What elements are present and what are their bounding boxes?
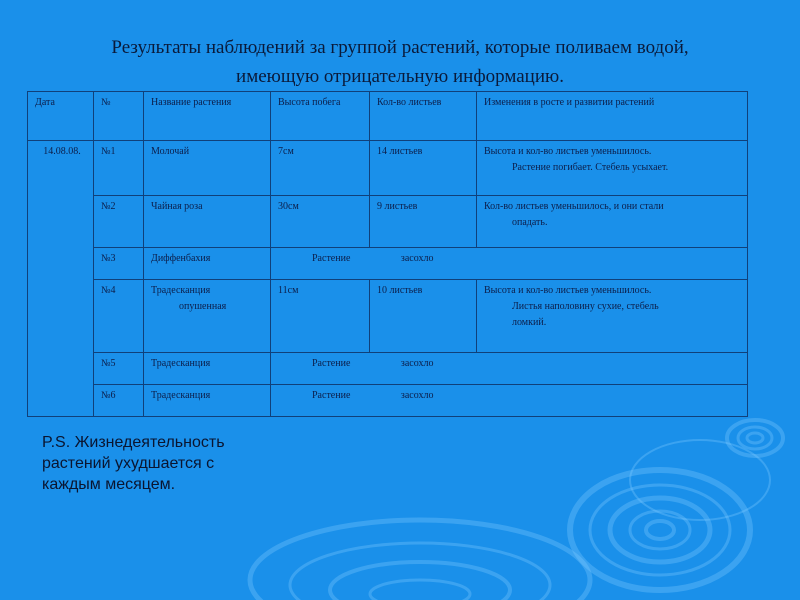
table-header-row <box>28 92 748 141</box>
changes-line: ломкий. <box>512 317 547 328</box>
plant-name: Традесканция <box>144 385 271 417</box>
changes-line: Листья наполовину сухие, стебель <box>512 301 659 312</box>
dried-word-1: Растение <box>312 253 351 264</box>
header-shoot-height: Высота побега <box>271 92 370 141</box>
changes-line: опадать. <box>512 217 548 228</box>
dried-status <box>271 385 748 417</box>
row-number: №2 <box>94 196 144 248</box>
plant-name: Молочай <box>144 141 271 196</box>
dried-word-1: Растение <box>312 390 351 401</box>
header-date: Дата <box>28 92 94 141</box>
table-row <box>28 353 748 385</box>
plant-name: Чайная роза <box>144 196 271 248</box>
changes-cell <box>477 280 748 353</box>
dried-word-1: Растение <box>312 358 351 369</box>
row-number: №5 <box>94 353 144 385</box>
dried-status <box>271 248 748 280</box>
changes-line: Высота и кол-во листьев уменьшилось. <box>484 146 652 157</box>
changes-cell <box>477 196 748 248</box>
leaf-count: 14 листьев <box>370 141 477 196</box>
header-changes: Изменения в росте и развитии растений <box>477 92 748 141</box>
date-cell: 14.08.08. <box>28 141 94 417</box>
table-row <box>28 141 748 196</box>
observations-table <box>27 91 748 417</box>
table-row <box>28 385 748 417</box>
plant-name <box>144 280 271 353</box>
title-line-1: Результаты наблюдений за группой растений, которые поливаем водой, <box>111 37 689 58</box>
dried-word-2: засохло <box>400 253 434 264</box>
table-row <box>28 196 748 248</box>
dried-status <box>271 353 748 385</box>
shoot-height: 30см <box>271 196 370 248</box>
changes-line: Высота и кол-во листьев уменьшилось. <box>484 285 652 296</box>
ps-line-2: растений ухудшается с <box>42 455 215 472</box>
postscript-note <box>42 432 302 495</box>
page-title <box>0 33 800 91</box>
changes-cell <box>477 141 748 196</box>
header-number: № <box>94 92 144 141</box>
plant-name: Традесканция <box>144 353 271 385</box>
leaf-count: 10 листьев <box>370 280 477 353</box>
shoot-height: 11см <box>271 280 370 353</box>
ps-line-3: каждым месяцем. <box>42 476 176 493</box>
plant-name-line: опушенная <box>179 301 227 312</box>
plant-name: Диффенбахия <box>144 248 271 280</box>
row-number: №4 <box>94 280 144 353</box>
ps-line-1: P.S. Жизнедеятельность <box>42 434 225 451</box>
row-number: №6 <box>94 385 144 417</box>
shoot-height: 7см <box>271 141 370 196</box>
leaf-count: 9 листьев <box>370 196 477 248</box>
plant-name-line: Традесканция <box>151 285 211 296</box>
header-leaf-count: Кол-во листьев <box>370 92 477 141</box>
changes-line: Кол-во листьев уменьшилось, и они стали <box>484 201 664 212</box>
dried-word-2: засохло <box>400 358 434 369</box>
title-line-2: имеющую отрицательную информацию. <box>236 66 564 87</box>
dried-word-2: засохло <box>400 390 434 401</box>
row-number: №1 <box>94 141 144 196</box>
header-plant-name: Название растения <box>144 92 271 141</box>
table-row <box>28 248 748 280</box>
row-number: №3 <box>94 248 144 280</box>
changes-line: Растение погибает. Стебель усыхает. <box>512 162 669 173</box>
table-row <box>28 280 748 353</box>
